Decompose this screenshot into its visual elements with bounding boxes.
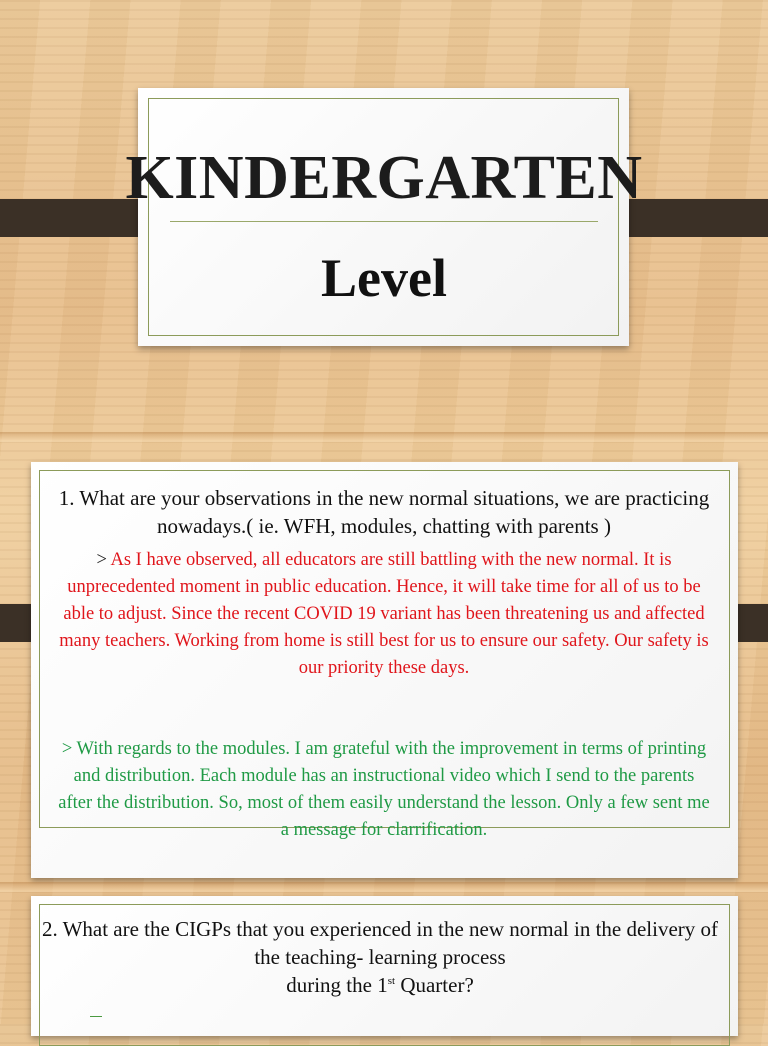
question-2-ordinal: st [387, 975, 396, 987]
bullet-dash [90, 1016, 102, 1017]
question-1: 1. What are your observations in the new normal situations, we are practicing nowadays.( ie. WFH, modules, chatting with parents ) [58, 486, 710, 538]
answer-1-text: As I have observed, all educators are still battling with the new normal. It is unprecedented moment in public education. Hence, it will take time for all of us to be able to adjust. Since the recent COVID 19 variant has been threatening us and affected many teachers. Working from home is still best for us to ensure our safety. Our safety is our priority these days. [59, 550, 709, 678]
slide-subtitle: Level [321, 248, 447, 308]
answer-1-prefix: > [96, 550, 111, 570]
question-2-line2-pre: during the 1 [286, 973, 388, 997]
question-2 [35, 915, 725, 999]
slide-separator-2 [0, 882, 768, 892]
answer-2: > With regards to the modules. I am grateful with the improvement in terms of printing and distribution. Each module has an instructional video which I send to the parents after the distribution. So, most of them easily understand the lesson. Only a few sent me a message for clarrification. [58, 739, 710, 840]
answer-1 [55, 547, 713, 682]
slide-title: KINDERGARTEN [125, 144, 643, 212]
question-2-line1: 2. What are the CIGPs that you experienced in the new normal in the delivery of the teaching- learning process [41, 917, 719, 969]
slide-separator [0, 432, 768, 442]
title-divider [170, 221, 598, 222]
question-2-line2-post: Quarter? [395, 973, 474, 997]
